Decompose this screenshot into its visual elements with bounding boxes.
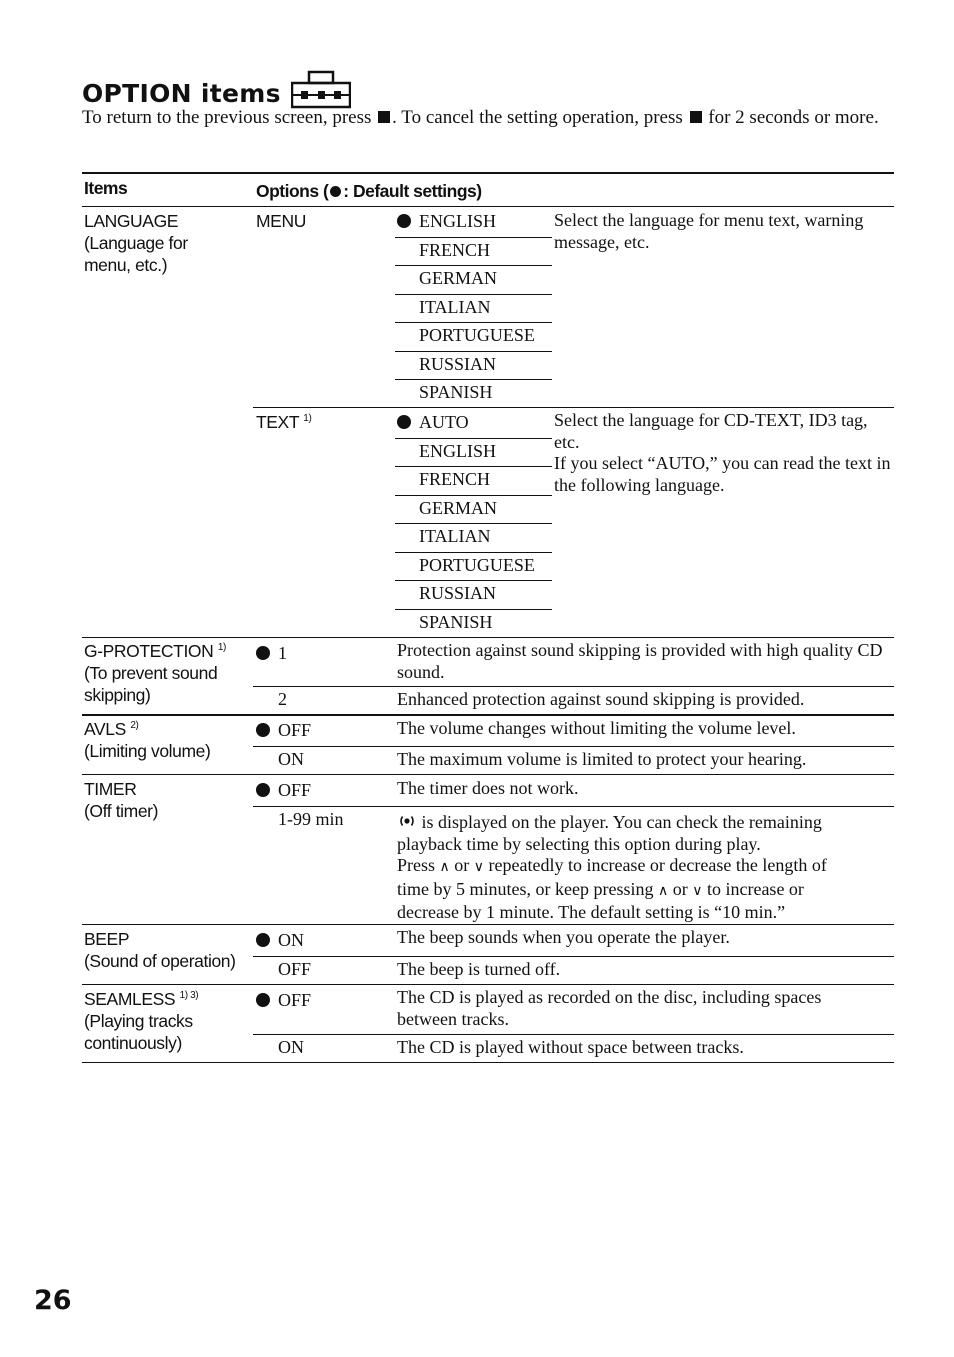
timer-desc-off: The timer does not work. — [397, 778, 579, 798]
default-dot-icon — [330, 186, 341, 197]
intro-text-1: To return to the previous screen, press — [82, 107, 377, 128]
option-items-table — [82, 172, 894, 1057]
item-language-name: LANGUAGE — [84, 211, 179, 231]
timer-text-2a: Press — [397, 855, 440, 875]
option-value: OFF — [278, 780, 312, 800]
up-arrow-icon: ∧ — [439, 859, 450, 875]
language-option-label: FRENCH — [419, 469, 491, 489]
item-gprotection-desc: (To prevent sound skipping) — [84, 663, 218, 705]
language-option-label: GERMAN — [419, 497, 498, 518]
item-avls-name-text: AVLS — [84, 719, 126, 739]
language-text-label-text: TEXT — [256, 412, 299, 432]
seamless-option-on: ON — [278, 1037, 304, 1057]
gprotection-desc-1: Protection against sound skipping is provided with high quality CD sound. — [397, 640, 883, 682]
beep-desc-off: The beep is turned off. — [397, 959, 561, 979]
divider — [395, 523, 552, 524]
seamless-option-off — [256, 990, 311, 1012]
seamless-desc-off: The CD is played as recorded on the disc, including spaces between tracks. — [397, 987, 822, 1029]
divider — [395, 495, 552, 496]
intro-text-3: for 2 seconds or more. — [703, 107, 879, 128]
item-beep-desc: (Sound of operation) — [84, 951, 236, 971]
divider — [82, 206, 894, 207]
default-dot-icon — [397, 415, 411, 429]
default-dot-icon — [256, 723, 270, 737]
footnote-mark: 2) — [130, 720, 139, 731]
avls-desc-on: The maximum volume is limited to protect your hearing. — [397, 749, 807, 769]
footnote-mark: 1) 3) — [179, 990, 199, 1001]
beep-option-off: OFF — [278, 959, 312, 979]
stop-square-icon — [378, 111, 390, 123]
divider — [82, 714, 894, 716]
avls-option-off — [256, 720, 311, 742]
language-option-label: ITALIAN — [419, 526, 491, 546]
default-dot-icon — [397, 214, 411, 228]
divider — [395, 580, 552, 581]
header-options-tail: : Default settings) — [343, 181, 482, 201]
beep-desc-on: The beep sounds when you operate the player. — [397, 927, 730, 947]
timer-text-or: or — [668, 878, 693, 899]
language-option-item — [397, 469, 490, 491]
language-option-item — [397, 555, 535, 577]
item-beep-name: BEEP — [84, 929, 130, 949]
language-option-label: SPANISH — [419, 382, 493, 402]
divider — [395, 351, 552, 352]
default-dot-icon — [256, 783, 270, 797]
timer-indicator-icon — [397, 812, 417, 832]
gprotection-option-1 — [256, 643, 287, 665]
language-option-label: RUSSIAN — [419, 583, 497, 603]
section-title-text: OPTION items — [82, 78, 281, 108]
language-option-label: AUTO — [419, 412, 469, 432]
header-options-text: Options ( — [256, 181, 329, 201]
divider — [395, 265, 552, 266]
language-text-note-2: If you select “AUTO,” you can read the text in the following language. — [554, 453, 891, 495]
footnote-mark: 1) — [303, 413, 312, 424]
language-option-label: PORTUGUESE — [419, 325, 535, 345]
item-avls-desc: (Limiting volume) — [84, 741, 211, 761]
divider — [395, 379, 552, 380]
header-items: Items — [84, 178, 128, 198]
option-value: 1 — [278, 643, 287, 663]
avls-option-on: ON — [278, 749, 304, 769]
down-arrow-icon: ∨ — [692, 882, 703, 899]
item-seamless-name — [84, 988, 198, 1010]
language-option-label: ITALIAN — [419, 296, 491, 317]
language-option-item — [397, 412, 469, 434]
item-timer-desc: (Off timer) — [84, 801, 159, 821]
divider — [395, 294, 552, 295]
item-avls-name — [84, 718, 138, 740]
up-arrow-icon: ∧ — [657, 882, 669, 899]
divider — [253, 746, 894, 747]
default-dot-icon — [256, 933, 270, 947]
gprotection-option-2: 2 — [278, 689, 287, 709]
divider — [82, 984, 894, 985]
item-gprotection-name-text: G-PROTECTION — [84, 641, 214, 661]
beep-option-on — [256, 930, 304, 952]
language-menu-note: Select the language for menu text, warning message, etc. — [554, 210, 864, 252]
language-option-label: RUSSIAN — [419, 353, 497, 374]
divider — [253, 1034, 894, 1035]
language-option-item — [397, 297, 491, 319]
timer-text-or: or — [449, 855, 474, 875]
language-option-label: FRENCH — [419, 239, 491, 260]
language-option-label: SPANISH — [419, 611, 493, 632]
divider — [395, 237, 552, 238]
language-option-item — [397, 498, 497, 520]
language-option-item — [397, 240, 490, 262]
language-option-item — [397, 441, 496, 463]
timer-desc-range — [397, 812, 862, 924]
option-value: OFF — [278, 990, 312, 1010]
divider — [82, 774, 894, 775]
footnote-mark: 1) — [217, 642, 226, 653]
language-option-item — [397, 612, 492, 634]
divider — [253, 806, 894, 807]
timer-text-2c: to increase or decrease by 1 minute. The default setting is “10 min.” — [397, 878, 804, 922]
avls-desc-off: The volume changes without limiting the volume level. — [397, 718, 796, 738]
divider — [253, 686, 894, 687]
default-dot-icon — [256, 646, 270, 660]
language-menu-label: MENU — [256, 211, 306, 231]
divider — [253, 956, 894, 957]
timer-option-range: 1-99 min — [278, 809, 344, 829]
item-language-desc: (Language for menu, etc.) — [84, 233, 188, 275]
timer-text-1: is displayed on the player. You can check the remaining playback time by selecting this option during play. — [397, 812, 822, 854]
language-option-item — [397, 354, 496, 376]
seamless-desc-on: The CD is played without space between tracks. — [397, 1037, 744, 1057]
language-option-item — [397, 268, 497, 290]
language-option-label: GERMAN — [419, 268, 498, 288]
language-option-item — [397, 382, 492, 404]
language-option-label: ENGLISH — [419, 211, 496, 231]
divider — [82, 924, 894, 925]
gprotection-desc-2: Enhanced protection against sound skipping is provided. — [397, 689, 805, 709]
divider — [82, 637, 894, 638]
language-text-note — [554, 410, 894, 496]
divider — [395, 466, 552, 467]
item-seamless-desc: (Playing tracks continuously) — [84, 1011, 193, 1053]
default-dot-icon — [256, 993, 270, 1007]
option-value: OFF — [278, 720, 312, 740]
timer-text-2b: repeatedly to increase or decrease the length of time by 5 minutes, or keep pressing — [397, 855, 827, 899]
divider — [395, 609, 552, 610]
language-option-label: ENGLISH — [419, 440, 496, 461]
language-option-item — [397, 325, 535, 347]
item-seamless-name-text: SEAMLESS — [84, 989, 176, 1009]
divider — [395, 322, 552, 323]
down-arrow-icon: ∨ — [473, 859, 485, 875]
page-number: 26 — [34, 1285, 72, 1316]
language-option-item — [397, 211, 496, 233]
item-timer-name: TIMER — [84, 779, 137, 799]
divider — [82, 1062, 894, 1063]
language-text-label — [256, 411, 311, 433]
header-options — [256, 181, 482, 202]
timer-option-off — [256, 780, 311, 802]
item-gprotection-name — [84, 640, 226, 662]
language-option-label: PORTUGUESE — [419, 554, 535, 575]
language-option-item — [397, 583, 496, 605]
divider — [253, 407, 894, 408]
divider — [395, 438, 552, 439]
intro-text-2: . To cancel the setting operation, press — [392, 107, 688, 128]
stop-square-icon — [690, 111, 702, 123]
language-option-item — [397, 526, 491, 548]
divider — [395, 552, 552, 553]
intro-paragraph — [82, 106, 897, 130]
language-text-note-1: Select the language for CD-TEXT, ID3 tag, etc. — [554, 410, 868, 452]
option-value: ON — [278, 930, 304, 950]
